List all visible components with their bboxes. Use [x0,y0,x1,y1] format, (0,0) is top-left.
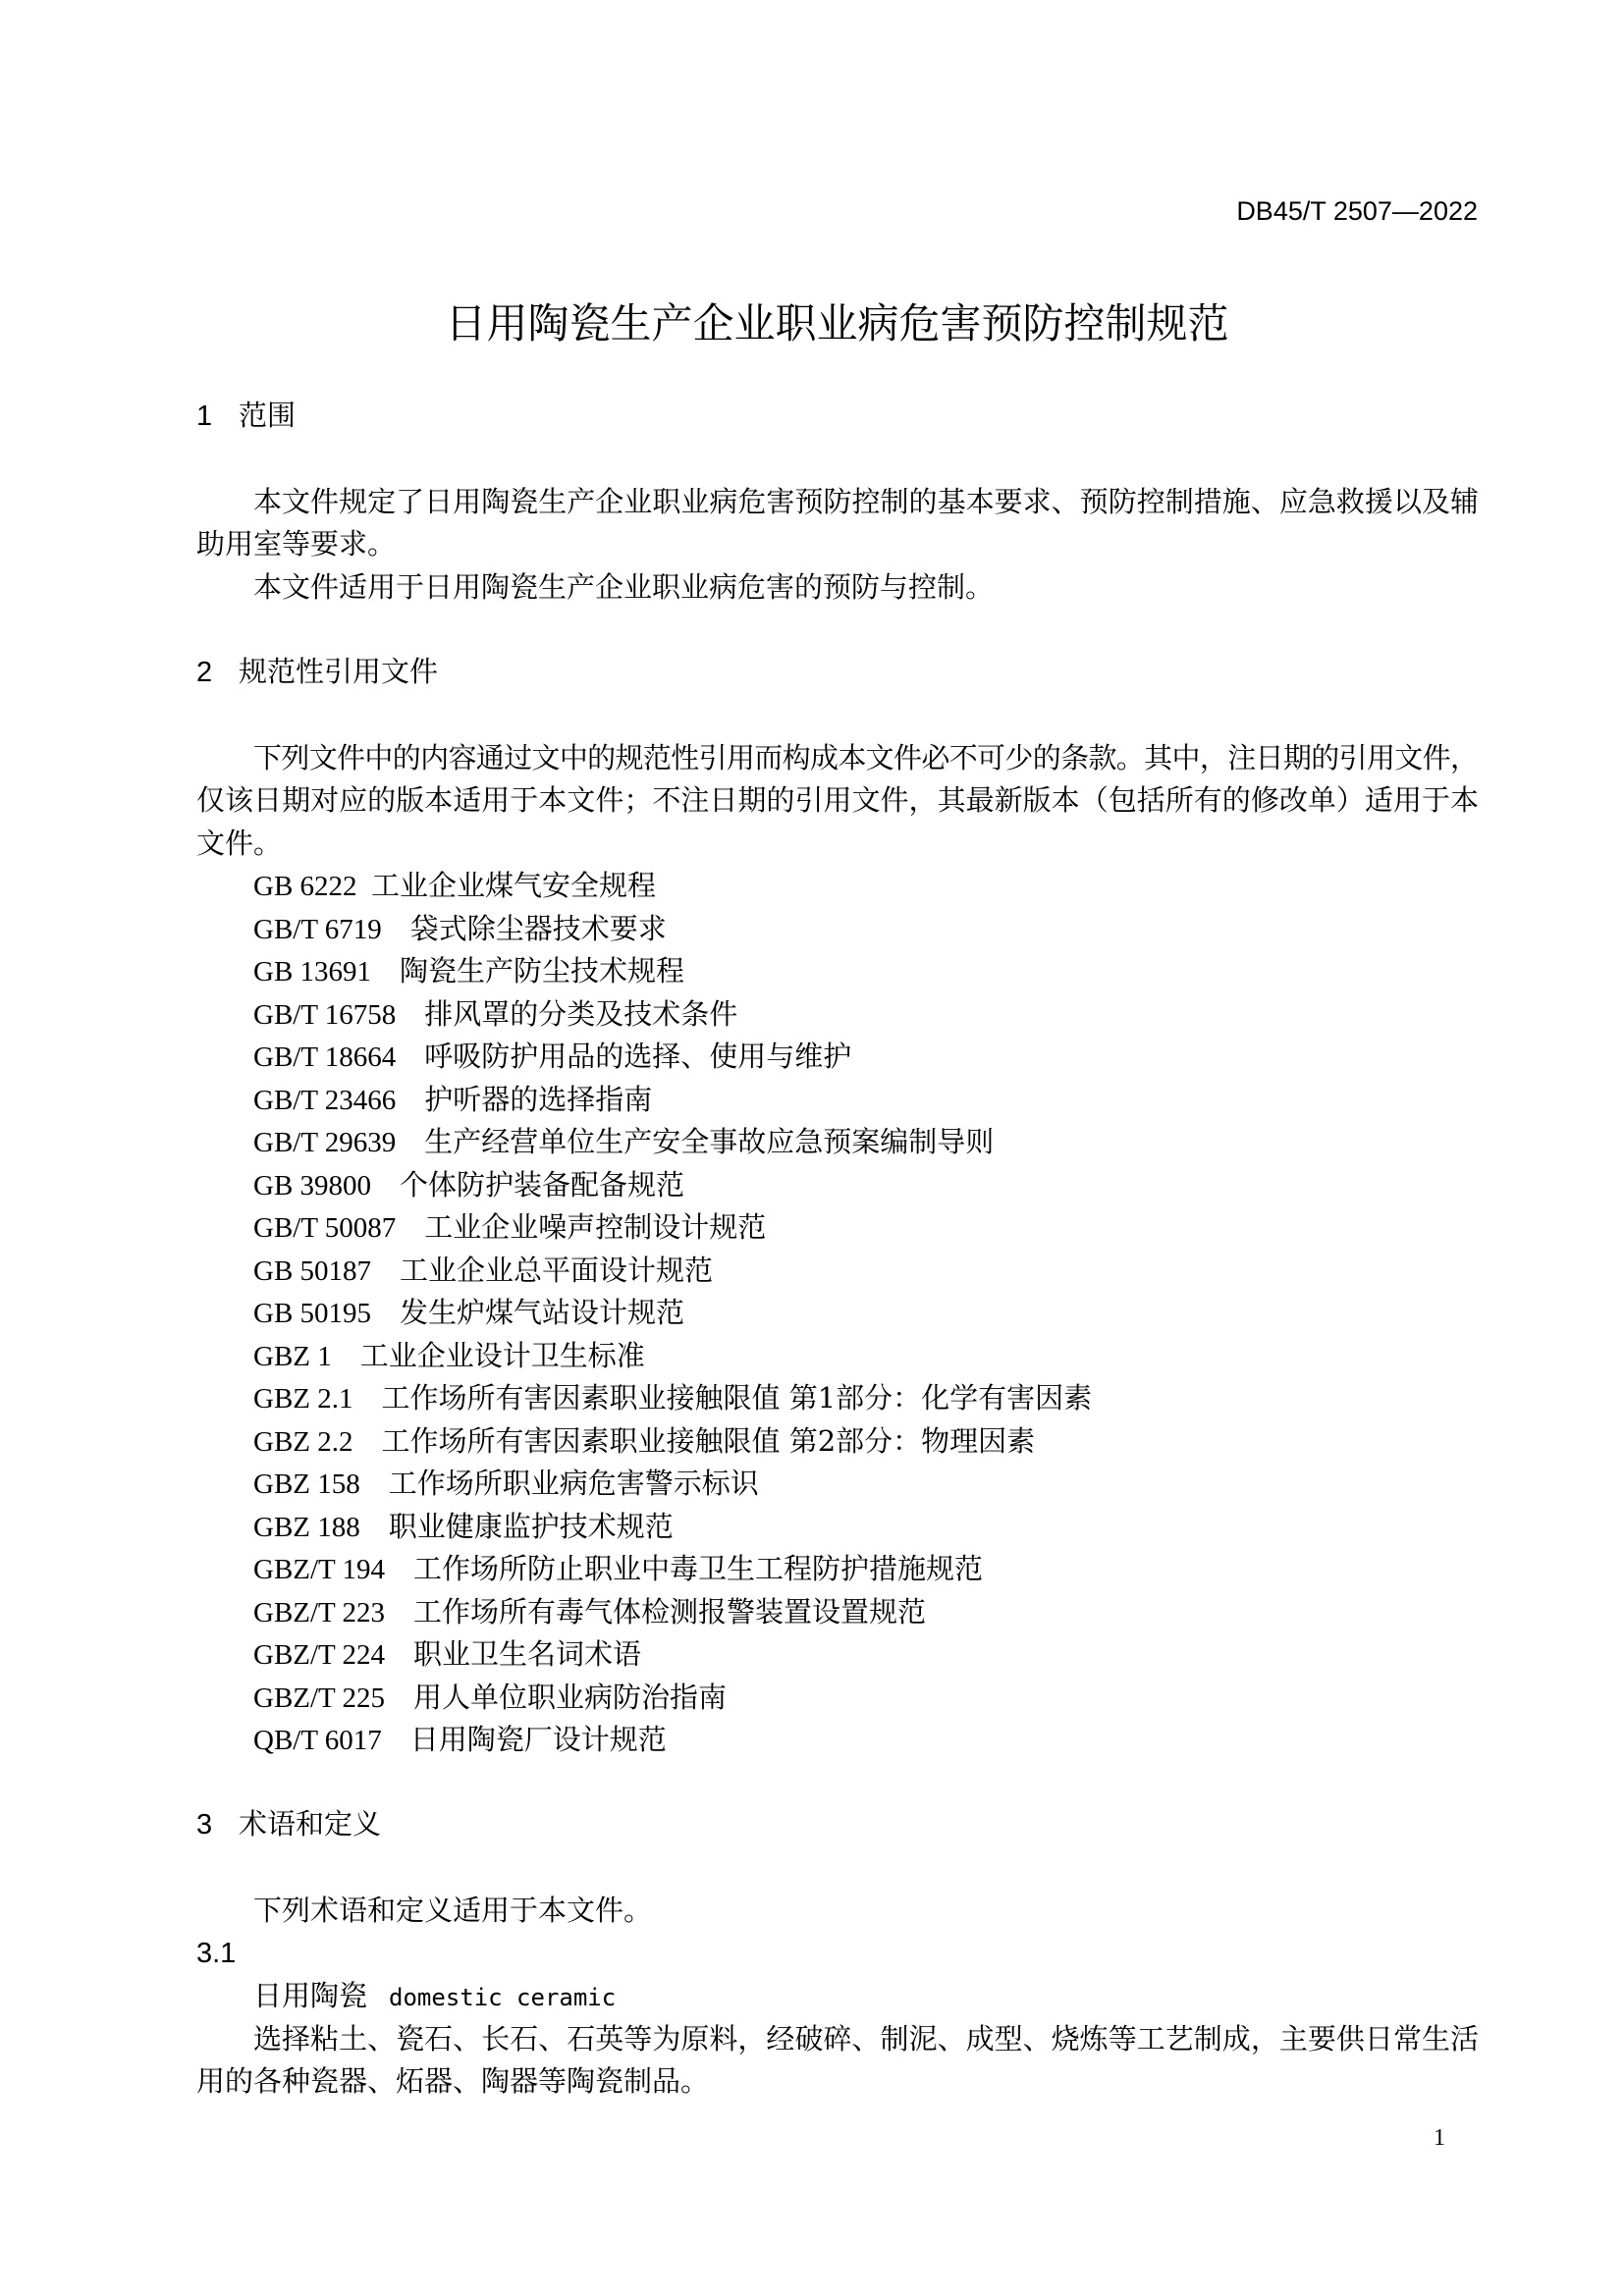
reference-item [196,1591,1478,1634]
reference-code: GBZ 158 [253,1468,360,1501]
reference-code: GB 50195 [253,1298,372,1330]
reference-title: 用人单位职业病防治指南 [413,1680,728,1714]
reference-code: GBZ/T 224 [253,1639,385,1672]
section-title: 规范性引用文件 [239,656,439,688]
reference-item [196,1377,1478,1420]
reference-title: 呼吸防护用品的选择、使用与维护 [424,1040,852,1074]
paragraph-line: 本文件适用于日用陶瓷生产企业职业病危害的预防与控制。 [253,569,995,604]
document-code: DB45/T 2507—2022 [1236,196,1478,226]
reference-title: 工业企业总平面设计规范 [400,1253,714,1287]
reference-code: GBZ 188 [253,1511,360,1543]
section-number: 1 [196,400,213,432]
reference-item [196,993,1478,1037]
reference-title: 袋式除尘器技术要求 [409,911,667,945]
paragraph-line: 下列文件中的内容通过文中的规范性引用而构成本文件必不可少的条款。其中，注日期的引用文件， [253,740,1478,774]
reference-item [196,1506,1478,1549]
reference-title: 日用陶瓷厂设计规范 [409,1723,667,1757]
term-number: 3.1 [196,1937,237,1969]
reference-title: 生产经营单位生产安全事故应急预案编制导则 [424,1125,995,1159]
paragraph-line: 下列术语和定义适用于本文件。 [253,1894,653,1928]
paragraph-line: 文件。 [196,826,283,860]
reference-code: GBZ/T 223 [253,1596,385,1629]
reference-title: 工作场所有害因素职业接触限值 第2部分：物理因素 [381,1423,1036,1458]
reference-code: GBZ/T 225 [253,1682,385,1714]
reference-item [196,908,1478,951]
section-heading [196,396,1478,439]
section-title: 范围 [239,400,297,432]
reference-code: GBZ 1 [253,1340,332,1372]
reference-code: GB 6222 [253,871,357,903]
reference-code: GB/T 50087 [253,1212,397,1245]
reference-item [196,1036,1478,1079]
reference-title: 工作场所职业病危害警示标识 [388,1467,759,1501]
reference-item [196,1420,1478,1464]
section-number: 2 [196,656,213,688]
reference-title: 职业健康监护技术规范 [388,1509,674,1543]
reference-title: 工作场所有害因素职业接触限值 第1部分：化学有害因素 [381,1381,1093,1415]
reference-title: 排风罩的分类及技术条件 [424,996,738,1031]
reference-code: GB/T 18664 [253,1041,397,1074]
term-english: domestic ceramic [389,1984,617,2012]
reference-item [196,1719,1478,1762]
term-chinese: 日用陶瓷 [253,1979,368,2013]
reference-code: GBZ 2.2 [253,1425,353,1458]
reference-list [196,865,1478,1762]
section-title: 术语和定义 [239,1809,382,1842]
definition-line: 选择粘土、瓷石、长石、石英等为原料，经破碎、制泥、成型、烧炼等工艺制成，主要供日常生活 [253,2021,1478,2056]
reference-code: GB 39800 [253,1169,372,1201]
reference-title: 工业企业噪声控制设计规范 [424,1210,767,1245]
reference-code: GBZ/T 194 [253,1554,385,1586]
reference-item [196,950,1478,993]
document-title: 日用陶瓷生产企业职业病危害预防控制规范 [445,299,1229,347]
reference-item [196,1463,1478,1506]
reference-item [196,1164,1478,1207]
reference-code: GB 50187 [253,1255,372,1287]
reference-title: 护听器的选择指南 [424,1082,653,1116]
reference-code: GBZ 2.1 [253,1383,353,1415]
section-heading [196,1804,1478,1847]
reference-item [196,1633,1478,1677]
reference-code: GB/T 23466 [253,1084,397,1116]
section-scope [196,396,1478,610]
reference-title: 个体防护装备配备规范 [400,1167,685,1201]
section-normative-references [196,652,1478,1762]
reference-code: GB/T 6719 [253,913,382,945]
reference-title: 工业企业煤气安全规程 [371,869,657,903]
page-number: 1 [1434,2125,1445,2151]
term-entry [196,1975,1478,2018]
reference-title: 工作场所有毒气体检测报警装置设置规范 [413,1594,927,1629]
reference-item [196,1335,1478,1378]
reference-item [196,1121,1478,1164]
reference-title: 发生炉煤气站设计规范 [400,1296,685,1330]
reference-code: GB/T 29639 [253,1127,397,1159]
reference-item [196,1548,1478,1591]
reference-item [196,1292,1478,1335]
section-heading [196,652,1478,695]
paragraph-line: 本文件规定了日用陶瓷生产企业职业病危害预防控制的基本要求、预防控制措施、应急救援以及辅 [253,484,1478,518]
reference-item [196,1079,1478,1122]
reference-item [196,1206,1478,1250]
reference-title: 职业卫生名词术语 [413,1637,642,1672]
definition-line: 用的各种瓷器、炻器、陶器等陶瓷制品。 [196,2064,710,2099]
section-terms-definitions [196,1804,1478,2104]
paragraph-line: 助用室等要求。 [196,527,397,561]
document-body [196,396,1478,2104]
section-number: 3 [196,1809,213,1842]
reference-item [196,1250,1478,1293]
reference-title: 工业企业设计卫生标准 [359,1338,645,1372]
reference-item [196,865,1478,908]
reference-code: GB/T 16758 [253,998,397,1031]
paragraph-line: 仅该日期对应的版本适用于本文件；不注日期的引用文件，其最新版本（包括所有的修改单）适用于本 [196,783,1478,818]
reference-title: 工作场所防止职业中毒卫生工程防护措施规范 [413,1552,984,1586]
reference-code: GB 13691 [253,956,372,988]
reference-code: QB/T 6017 [253,1725,382,1757]
reference-title: 陶瓷生产防尘技术规程 [400,954,685,988]
reference-item [196,1677,1478,1720]
